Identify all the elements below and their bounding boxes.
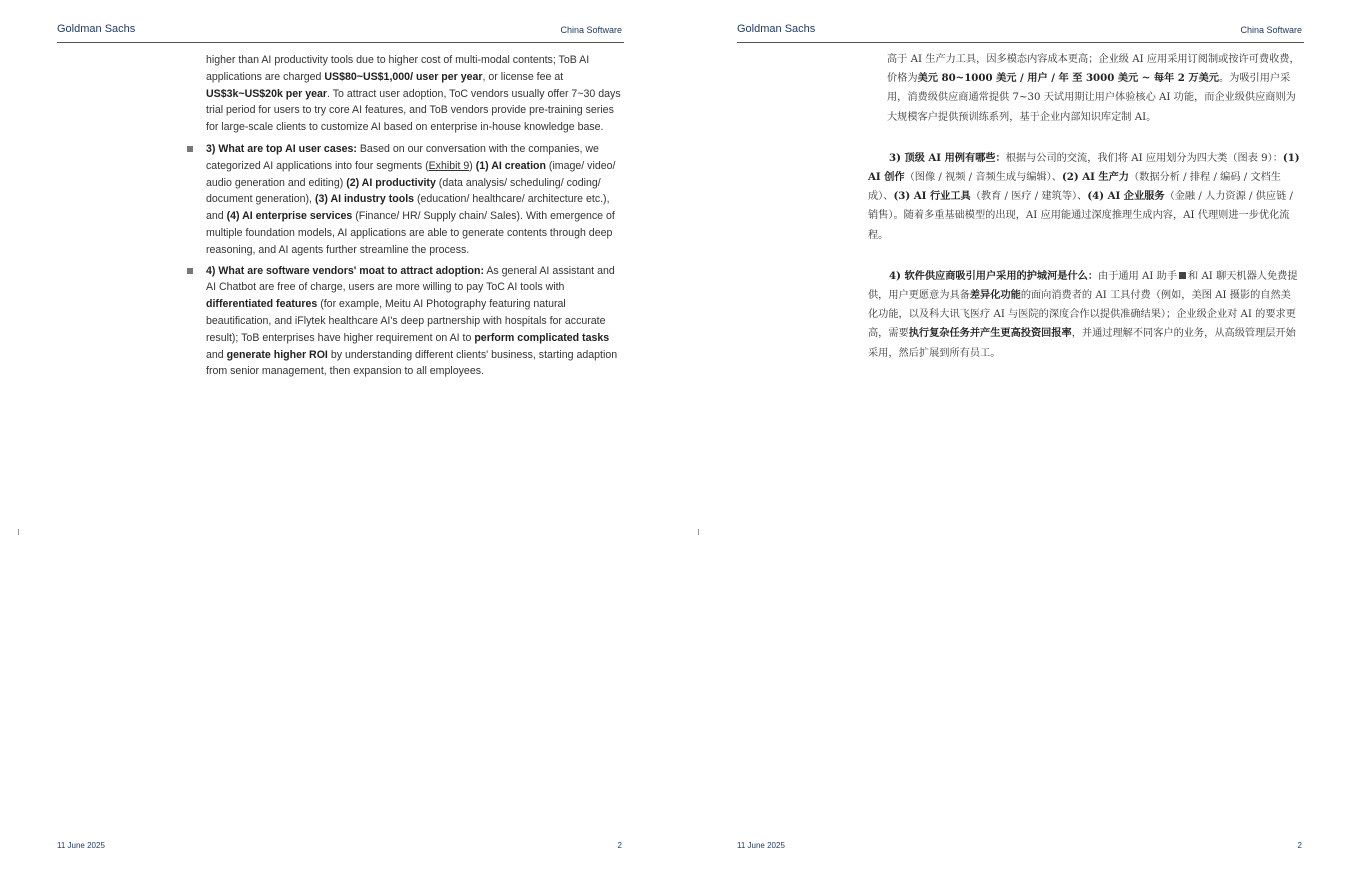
bullet-item-user-cases: [206, 141, 624, 259]
footer-date: 11 June 2025: [57, 841, 105, 850]
chinese-paragraph-moat: [868, 267, 1300, 363]
text: by understanding different clients' business, starting adaption from senior management, then expansion to all employees.: [206, 348, 618, 378]
text: 根据与公司的交流，我们将 AI 应用划分为四大类（图表 9）：: [1005, 152, 1283, 164]
margin-tick: [18, 529, 19, 535]
bold-text: US$80~US$1,000/ user per year: [324, 70, 483, 83]
text: 。为吸引用户采用，消费级供应商通常提供 7~30 天试用期让用户体验核心 AI 功能，而企业级供应商则为大规模客户提供预训练系列，基于企业内部知识库定制 AI。: [887, 73, 1296, 123]
bold-text: 3) What are top AI user cases:: [206, 142, 357, 155]
footer-date: 11 June 2025: [737, 841, 785, 850]
section-label: China Software: [1240, 25, 1302, 35]
english-body: [206, 52, 624, 380]
text: ): [469, 159, 476, 172]
text: (data analysis/ scheduling/ coding/ document generation),: [206, 176, 601, 206]
text: ，并通过理解不同客户的业务，从高级管理层开始采用，然后扩展到所有员工。: [868, 328, 1296, 359]
text: （图像 / 视频 / 音频生成与编辑）、: [904, 172, 1062, 184]
bold-text: (2) AI 生产力: [1061, 171, 1129, 184]
chinese-intro-paragraph: [868, 50, 1300, 127]
margin-tick: [698, 529, 699, 535]
brand-logo-text: Goldman Sachs: [737, 23, 816, 35]
bold-text: 3) 顶级 AI 用例有哪些：: [889, 151, 1006, 164]
text: （教育 / 医疗 / 建筑等）、: [970, 191, 1088, 203]
text: 和 AI 聊天机器人免费提供，用户更愿意为具备: [868, 270, 1298, 302]
bold-text: 4) 软件供应商吸引用户采用的护城河是什么：: [889, 269, 1099, 282]
bold-text: (4) AI enterprise services: [226, 210, 353, 223]
text: higher than AI productivity tools due to higher cost of multi-modal contents; ToB AI applications are charged: [206, 54, 590, 83]
bold-text: (3) AI 行业工具: [893, 190, 971, 203]
bold-text: generate higher ROI: [226, 348, 328, 361]
bold-text: US$3k~US$20k per year: [206, 87, 328, 100]
bold-text: (4) AI 企业服务: [1087, 190, 1165, 203]
bold-text: (1) AI creation: [475, 159, 546, 172]
bold-text: 4) What are software vendors' moat to attract adoption:: [206, 264, 484, 277]
section-label: China Software: [560, 25, 622, 35]
square-marker-icon: [1179, 272, 1186, 279]
footer-page-number: 2: [1297, 841, 1302, 850]
bold-text: differentiated features: [206, 298, 318, 311]
bold-text: (3) AI industry tools: [314, 193, 415, 206]
square-bullet-icon: [187, 268, 193, 274]
text: （数据分析 / 排程 / 编码 / 文档生成）、: [868, 172, 1281, 203]
bold-text: 美元 80~1000 美元 / 用户 / 年 至 3000 美元 ~ 每年 2 万美元: [917, 72, 1219, 85]
text: 由于通用 AI 助手: [1098, 270, 1178, 282]
text: (image/ video/ audio generation and editing): [206, 159, 616, 189]
text: （金融 / 人力资源 / 供应链 / 销售）。随着多重基础模型的出现，AI 应用能通过深度推理生成内容，AI 代理则进一步优化流程。: [868, 191, 1293, 241]
text: Based on our conversation with the companies, we categorized AI applications into four segments (: [206, 142, 599, 172]
bold-text: 差异化功能: [969, 289, 1021, 302]
bold-text: 执行复杂任务并产生更高投资回报率: [908, 327, 1072, 340]
footer-page-number: 2: [617, 841, 622, 850]
text: (for example, Meitu AI Photography featuring natural beautification, and iFlytek healthcare AI's deep partnership with hospitals for accurate result); ToB enterprises have higher requirement on AI to: [206, 298, 606, 344]
brand-logo-text: Goldman Sachs: [57, 23, 136, 35]
text: and: [206, 348, 227, 361]
text: . To attract user adoption, ToC vendors usually offer 7~30 days trial period for users to try core AI features, and ToB vendors provide pre-training series for large-scale clients to customize AI based on enterprise in-house knowledge base.: [206, 87, 621, 134]
bold-text: (2) AI productivity: [346, 176, 436, 189]
bold-text: (1) AI 创作: [868, 151, 1300, 184]
header-divider: [57, 42, 624, 43]
text: 高于 AI 生产力工具，因多模态内容成本更高；企业级 AI 应用采用订阅制或按许可费收费，价格为: [887, 54, 1300, 85]
text: (education/ healthcare/ architecture etc.), and: [206, 193, 610, 223]
bold-text: perform complicated tasks: [474, 331, 610, 344]
chinese-body: [868, 50, 1300, 363]
square-bullet-icon: [187, 146, 193, 152]
english-intro-paragraph: [206, 52, 624, 136]
chinese-paragraph-user-cases: [868, 149, 1300, 245]
text: As general AI assistant and AI Chatbot are free of charge, users are more willing to pay ToC AI tools with: [206, 264, 615, 294]
text: 的面向消费者的 AI 工具付费（例如，美图 AI 摄影的自然美化功能，以及科大讯飞医疗 AI 与医院的深度合作以提供准确结果）；企业级企业对 AI 的要求更高，需要: [868, 290, 1296, 340]
exhibit-link[interactable]: Exhibit 9: [428, 159, 470, 172]
bullet-item-moat: [206, 263, 624, 381]
text: , or license fee at: [482, 70, 564, 83]
text: (Finance/ HR/ Supply chain/ Sales). With emergence of multiple foundation models, AI applications are able to generate contents through deep reasoning, and AI agents further streamline the process.: [206, 210, 615, 256]
header-divider: [737, 42, 1304, 43]
